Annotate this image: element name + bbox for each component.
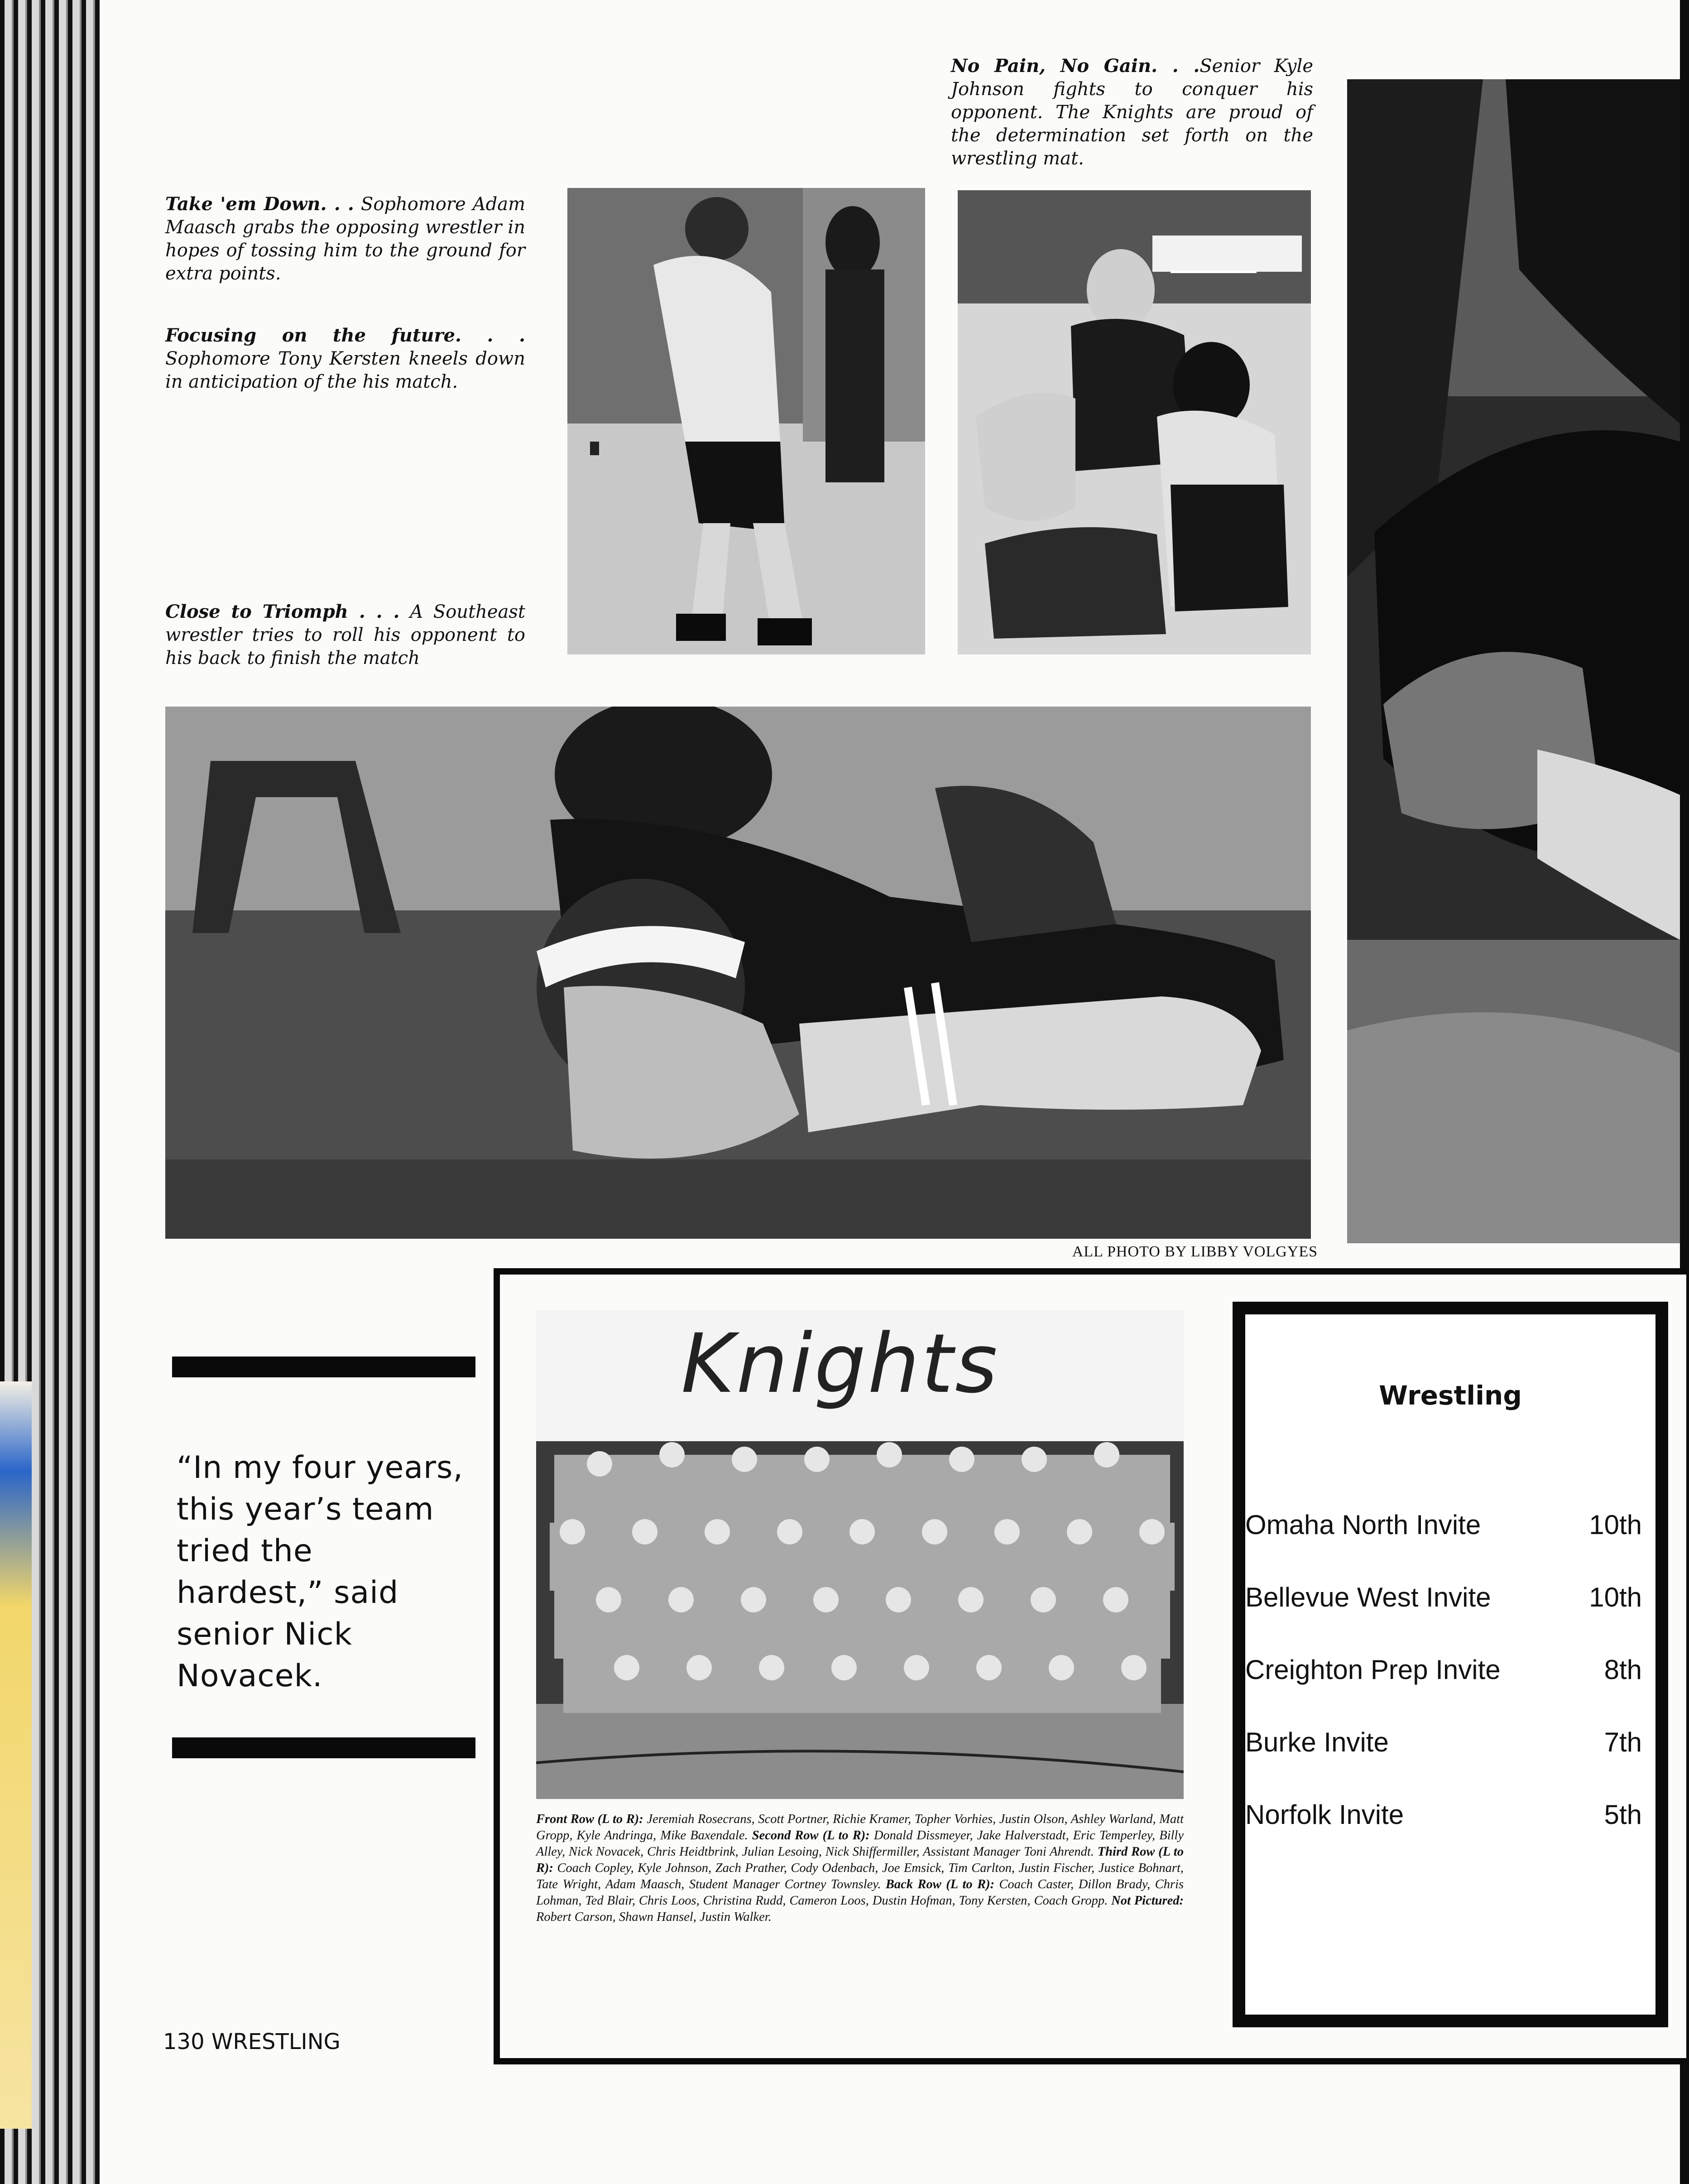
photo-right-bleed xyxy=(1347,79,1680,1243)
caption-no-pain-body: Senior Kyle Johnson fights to conquer his opponent. The Knights are proud of the determination set forth on the wrestling mat. xyxy=(951,56,1313,169)
team-photo xyxy=(536,1310,1184,1799)
caption-focusing-head: Focusing on the future. . . xyxy=(165,325,525,346)
result-place: 10th xyxy=(1589,1582,1642,1612)
result-place: 5th xyxy=(1604,1799,1642,1830)
roster-third-label: Third Row (L to R): xyxy=(536,1845,1184,1875)
caption-focusing xyxy=(165,324,525,394)
caption-close-to-triumph xyxy=(165,600,525,670)
roster-back-label: Back Row (L to R): xyxy=(885,1877,995,1891)
roster-caption xyxy=(536,1811,1184,1925)
quote-bar-bottom xyxy=(172,1737,475,1758)
caption-no-pain-head: No Pain, No Gain. . . xyxy=(951,55,1200,77)
photo-no-pain xyxy=(958,190,1311,654)
roster-second: Donald Dissmeyer, Jake Halverstadt, Eric Temperley, Billy Alley, Nick Novacek, Chris Heidtbrink, Julian Lesoing, Nick Shiffermiller, Assistant Manager Toni Ahrendt. xyxy=(536,1828,1184,1859)
roster-second-label: Second Row (L to R): xyxy=(752,1828,870,1842)
team-banner-text: Knights xyxy=(681,1317,999,1411)
caption-no-pain xyxy=(951,54,1313,170)
photo-close-to-triumph xyxy=(165,707,1311,1239)
roster-third: Coach Copley, Kyle Johnson, Zach Prather, Cody Odenbach, Joe Emsick, Tim Carlton, Justin Fischer, Justice Bohnart, Tate Wright, Adam Maasch, Student Manager Cortney Townsley. xyxy=(536,1861,1184,1891)
results-title: Wrestling xyxy=(1379,1380,1522,1411)
caption-close-head: Close to Triomph . . . xyxy=(165,601,400,622)
quote-bar-top xyxy=(172,1357,475,1377)
result-place: 8th xyxy=(1604,1655,1642,1685)
roster-front: Jeremiah Rosecrans, Scott Portner, Richie Kramer, Topher Vorhies, Justin Olson, Ashley Warland, Matt Gropp, Kyle Andringa, Mike Baxendale. xyxy=(536,1812,1184,1842)
result-event: Creighton Prep Invite xyxy=(1245,1655,1501,1685)
result-event: Norfolk Invite xyxy=(1245,1799,1404,1830)
caption-take-em-down-head: Take 'em Down. . . xyxy=(165,193,354,215)
caption-take-em-down xyxy=(165,192,525,285)
caption-take-em-down-body: Sophomore Adam Maasch grabs the opposing wrestler in hopes of tossing him to the ground for extra points. xyxy=(165,194,525,284)
caption-focusing-body: Sophomore Tony Kersten kneels down in anticipation of the his match. xyxy=(165,348,525,392)
roster-back: Coach Caster, Dillon Brady, Chris Lohman, Ted Blair, Chris Loos, Christina Rudd, Cameron Loos, Dustin Hofman, Tony Kersten, Coach Gropp. xyxy=(536,1877,1184,1908)
roster-not: Robert Carson, Shawn Hansel, Justin Walker. xyxy=(536,1910,772,1924)
roster-not-label: Not Pictured: xyxy=(1111,1894,1184,1908)
result-place: 7th xyxy=(1604,1727,1642,1757)
result-event: Omaha North Invite xyxy=(1245,1510,1481,1540)
book-edge-sticker xyxy=(0,1381,32,2129)
result-event: Burke Invite xyxy=(1245,1727,1389,1757)
pull-quote: “In my four years, this year’s team tried the hardest,” said senior Nick Novacek. xyxy=(177,1450,464,1694)
page-folio: 130 WRESTLING xyxy=(163,2029,341,2054)
team-frame xyxy=(494,1268,1686,2064)
results-box xyxy=(1233,1302,1668,2027)
photo-takedown xyxy=(567,188,925,654)
result-event: Bellevue West Invite xyxy=(1245,1582,1491,1612)
caption-close-body: A Southeast wrestler tries to roll his opponent to his back to finish the match xyxy=(165,601,526,669)
photo-credit: ALL PHOTO BY LIBBY VOLGYES xyxy=(1072,1243,1318,1260)
result-place: 10th xyxy=(1589,1510,1642,1540)
roster-front-label: Front Row (L to R): xyxy=(536,1812,643,1826)
yearbook-page xyxy=(100,0,1680,2184)
